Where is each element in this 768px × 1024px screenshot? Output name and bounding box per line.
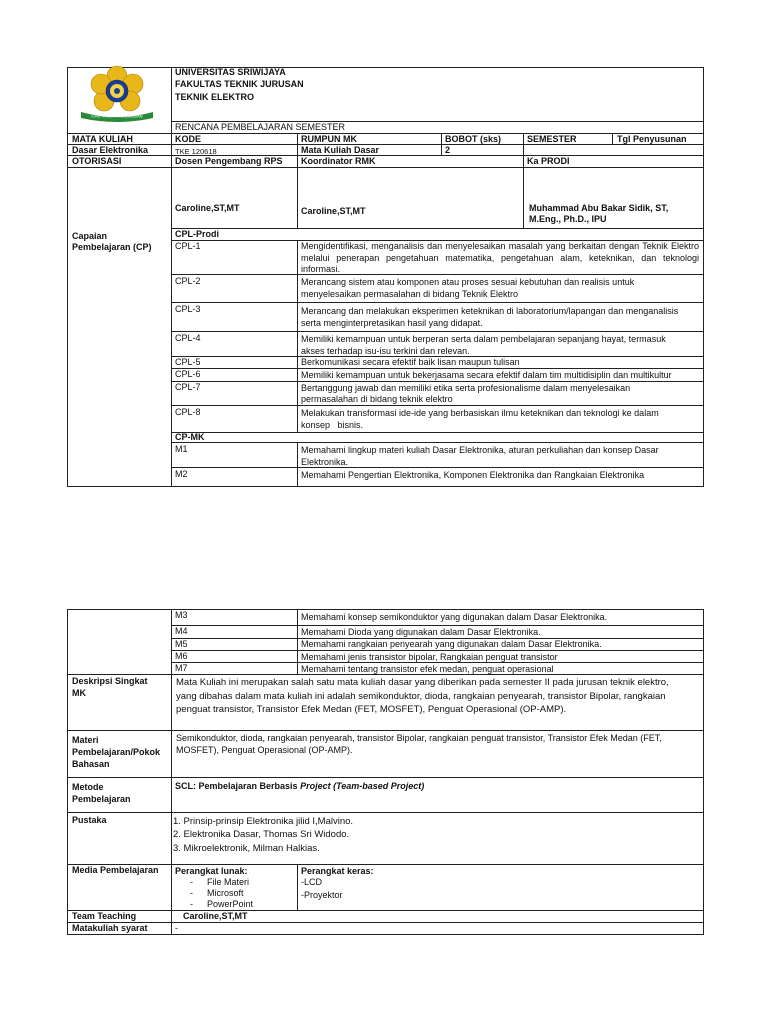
course-rumpun: Mata Kuliah Dasar bbox=[301, 145, 380, 155]
head-kode: KODE bbox=[175, 134, 202, 144]
kaprodi-name-line-1: Muhammad Abu Bakar Sidik, ST, bbox=[529, 203, 669, 213]
deskripsi-label-line-2: MK bbox=[72, 688, 86, 698]
course-bobot: 2 bbox=[445, 145, 451, 155]
cpl-code: CPL-4 bbox=[175, 333, 201, 343]
deskripsi-label-line-1: Deskripsi Singkat bbox=[72, 676, 148, 686]
deskripsi-line: penguat transistor, Transistor Efek Medan (FET, MOSFET), Penguat Operasional (OP-AMP). bbox=[176, 704, 567, 715]
head-tgl: Tgl Penyusunan bbox=[617, 134, 687, 144]
logo-motto: ILMU AMALIAH PENGABDIAN bbox=[91, 114, 143, 119]
cpl-text: Melakukan transformasi ide-ide yang berbasiskan ilmu keteknikan dan teknologi ke dalam bbox=[301, 408, 659, 418]
list-bullet: - bbox=[190, 888, 193, 898]
materi-label-line-2: Pembelajaran/Pokok bbox=[72, 747, 161, 757]
matakuliah-syarat-label: Matakuliah syarat bbox=[72, 923, 148, 933]
course-name: Dasar Elektronika bbox=[72, 145, 149, 155]
cpl-text: Memiliki kemampuan untuk berperan serta dalam pembelajaran sepanjang hayat, termasuk bbox=[301, 334, 666, 344]
dosen-name: Caroline,ST,MT bbox=[175, 203, 240, 213]
materi-label-line-3: Bahasan bbox=[72, 759, 110, 769]
dosen-label: Dosen Pengembang RPS bbox=[175, 156, 283, 166]
cpl-text: akses terhadap isu-isu terkini dan relevan. bbox=[301, 346, 470, 356]
cpl-text: Merancang dan melakukan eksperimen keteknikan di laboratorium/lapangan dan menganalisis bbox=[301, 306, 679, 316]
perangkat-lunak-item: Microsoft bbox=[207, 888, 244, 898]
cpmk-code: M5 bbox=[175, 639, 188, 649]
cpmk-code: M6 bbox=[175, 651, 188, 661]
pustaka-item: 3. Mikroelektronik, Milman Halkias. bbox=[173, 843, 320, 854]
cpl-text: Bertanggung jawab dan memiliki etika serta profesionalisme dalam menyelesaikan bbox=[301, 383, 631, 393]
cpl-code: CPL-5 bbox=[175, 357, 201, 367]
perangkat-keras-title: Perangkat keras: bbox=[301, 866, 374, 876]
cpl-code: CPL-3 bbox=[175, 304, 201, 314]
materi-line: MOSFET), Penguat Operasional (OP-AMP). bbox=[176, 745, 353, 755]
cpl-code: CPL-8 bbox=[175, 407, 201, 417]
cpmk-text: Memahami tentang transistor efek medan, penguat operasional bbox=[301, 664, 554, 674]
cpl-text: Merancang sistem atau komponen atau proses sesuai kebutuhan dan realisis untuk bbox=[301, 277, 635, 287]
cpl-code: CPL-2 bbox=[175, 276, 201, 286]
kaprodi-label: Ka PRODI bbox=[527, 156, 570, 166]
perangkat-keras-item: -LCD bbox=[301, 877, 323, 887]
team-teaching-label: Team Teaching bbox=[72, 911, 137, 921]
head-rumpun: RUMPUN MK bbox=[301, 134, 357, 144]
perangkat-lunak-title: Perangkat lunak: bbox=[175, 866, 248, 876]
cpl-text: konsep bisnis. bbox=[301, 420, 364, 430]
cpl-code: CPL-1 bbox=[175, 241, 201, 251]
metode-label-line-1: Metode bbox=[72, 782, 104, 792]
cpl-text: menyelesaikan permasalahan di bidang Teknik Elektro bbox=[301, 289, 518, 299]
team-teaching-value: Caroline,ST,MT bbox=[183, 911, 248, 921]
cpl-text: serta menginterpretasikan hasil yang didapat. bbox=[301, 318, 483, 328]
materi-line: Semikonduktor, dioda, rangkaian penyearah, transistor Bipolar, rangkaian penguat transistor, Transistor Efek Medan (FET, bbox=[176, 733, 662, 743]
materi-label-line-1: Materi bbox=[72, 735, 99, 745]
cpl-code: CPL-6 bbox=[175, 369, 201, 379]
koordinator-label: Koordinator RMK bbox=[301, 156, 376, 166]
cpmk-code: M7 bbox=[175, 663, 188, 673]
course-code: TKE 120618 bbox=[175, 147, 217, 156]
cpl-text: Mengidentifikasi, menganalisis dan menyelesaikan masalah yang berkaitan dengan Teknik Elektro melalui penerapan pengetahuan matematika, pengetahuan alam, keteknikan, dan teknologi informasi. bbox=[301, 241, 699, 274]
cpmk-text: Elektronika. bbox=[301, 457, 349, 467]
department-name: TEKNIK ELEKTRO bbox=[175, 92, 255, 102]
cpmk-text: Memahami Dioda yang digunakan dalam Dasar Elektronika. bbox=[301, 627, 541, 637]
university-logo bbox=[73, 64, 161, 122]
cpl-text: Memiliki kemampuan untuk bekerjasama secara efektif dalam tim multidisiplin dan multikultur bbox=[301, 370, 672, 380]
cpmk-code: M3 bbox=[175, 610, 188, 620]
cp-label-line-2: Pembelajaran (CP) bbox=[72, 242, 152, 252]
faculty-name: FAKULTAS TEKNIK JURUSAN bbox=[175, 79, 304, 89]
perangkat-keras-item: -Proyektor bbox=[301, 890, 343, 900]
university-name: UNIVERSITAS SRIWIJAYA bbox=[175, 67, 286, 77]
head-bobot: BOBOT (sks) bbox=[445, 134, 502, 144]
cpmk-text: Memahami jenis transistor bipolar, Rangkaian penguat transistor bbox=[301, 652, 558, 662]
pustaka-label: Pustaka bbox=[72, 815, 107, 825]
cpl-prodi-title: CPL-Prodi bbox=[175, 229, 219, 239]
cpl-text: Berkomunikasi secara efektif baik lisan maupun tulisan bbox=[301, 357, 520, 367]
cpmk-code: M2 bbox=[175, 469, 188, 479]
metode-text-italic: Project (Team-based Project) bbox=[300, 781, 425, 791]
pustaka-item: 2. Elektronika Dasar, Thomas Sri Widodo. bbox=[173, 829, 350, 840]
cpl-code: CPL-7 bbox=[175, 382, 201, 392]
metode-text-plain: SCL: Pembelajaran Berbasis bbox=[175, 781, 301, 791]
head-mata-kuliah: MATA KULIAH bbox=[72, 134, 133, 144]
deskripsi-line: Mata Kuliah ini merupakan salah satu mata kuliah dasar yang diberikan pada semester II pada jurusan teknik elektro, bbox=[176, 677, 669, 688]
metode-label-line-2: Pembelajaran bbox=[72, 794, 131, 804]
cpmk-text: Memahami Pengertian Elektronika, Komponen Elektronika dan Rangkaian Elektronika bbox=[301, 470, 645, 480]
otorisasi-label: OTORISASI bbox=[72, 156, 122, 166]
cpl-text: permasalahan di bidang teknik elektro bbox=[301, 394, 453, 404]
list-bullet: - bbox=[190, 877, 193, 887]
list-bullet: - bbox=[190, 899, 193, 909]
cpmk-code: M4 bbox=[175, 626, 188, 636]
media-label: Media Pembelajaran bbox=[72, 865, 159, 875]
cp-label-line-1: Capaian bbox=[72, 231, 108, 241]
matakuliah-syarat-value: - bbox=[175, 923, 178, 933]
metode-text bbox=[175, 781, 424, 792]
pustaka-item: 1. Prinsip-prinsip Elektronika jilid I,Malvino. bbox=[173, 816, 354, 827]
koordinator-name: Caroline,ST,MT bbox=[301, 206, 366, 216]
kaprodi-name-line-2: M.Eng., Ph.D., IPU bbox=[529, 214, 607, 224]
cpmk-text: Memahami lingkup materi kuliah Dasar Elektronika, aturan perkuliahan dan konsep Dasar bbox=[301, 445, 659, 455]
perangkat-lunak-item: PowerPoint bbox=[207, 899, 254, 909]
cp-mk-title: CP-MK bbox=[175, 432, 205, 442]
cpmk-code: M1 bbox=[175, 444, 188, 454]
doc-title: RENCANA PEMBELAJARAN SEMESTER bbox=[175, 122, 346, 132]
cpmk-text: Memahami konsep semikonduktor yang digunakan dalam Dasar Elektronika. bbox=[301, 612, 608, 622]
head-semester: SEMESTER bbox=[527, 134, 577, 144]
cpmk-text: Memahami rangkaian penyearah yang digunakan dalam Dasar Elektronika. bbox=[301, 639, 602, 649]
perangkat-lunak-item: File Materi bbox=[207, 877, 250, 887]
deskripsi-line: yang dibahas dalam mata kuliah ini adalah semikonduktor, dioda, rangkaian penyearah, transistor Bipolar, rangkaian bbox=[176, 691, 666, 702]
